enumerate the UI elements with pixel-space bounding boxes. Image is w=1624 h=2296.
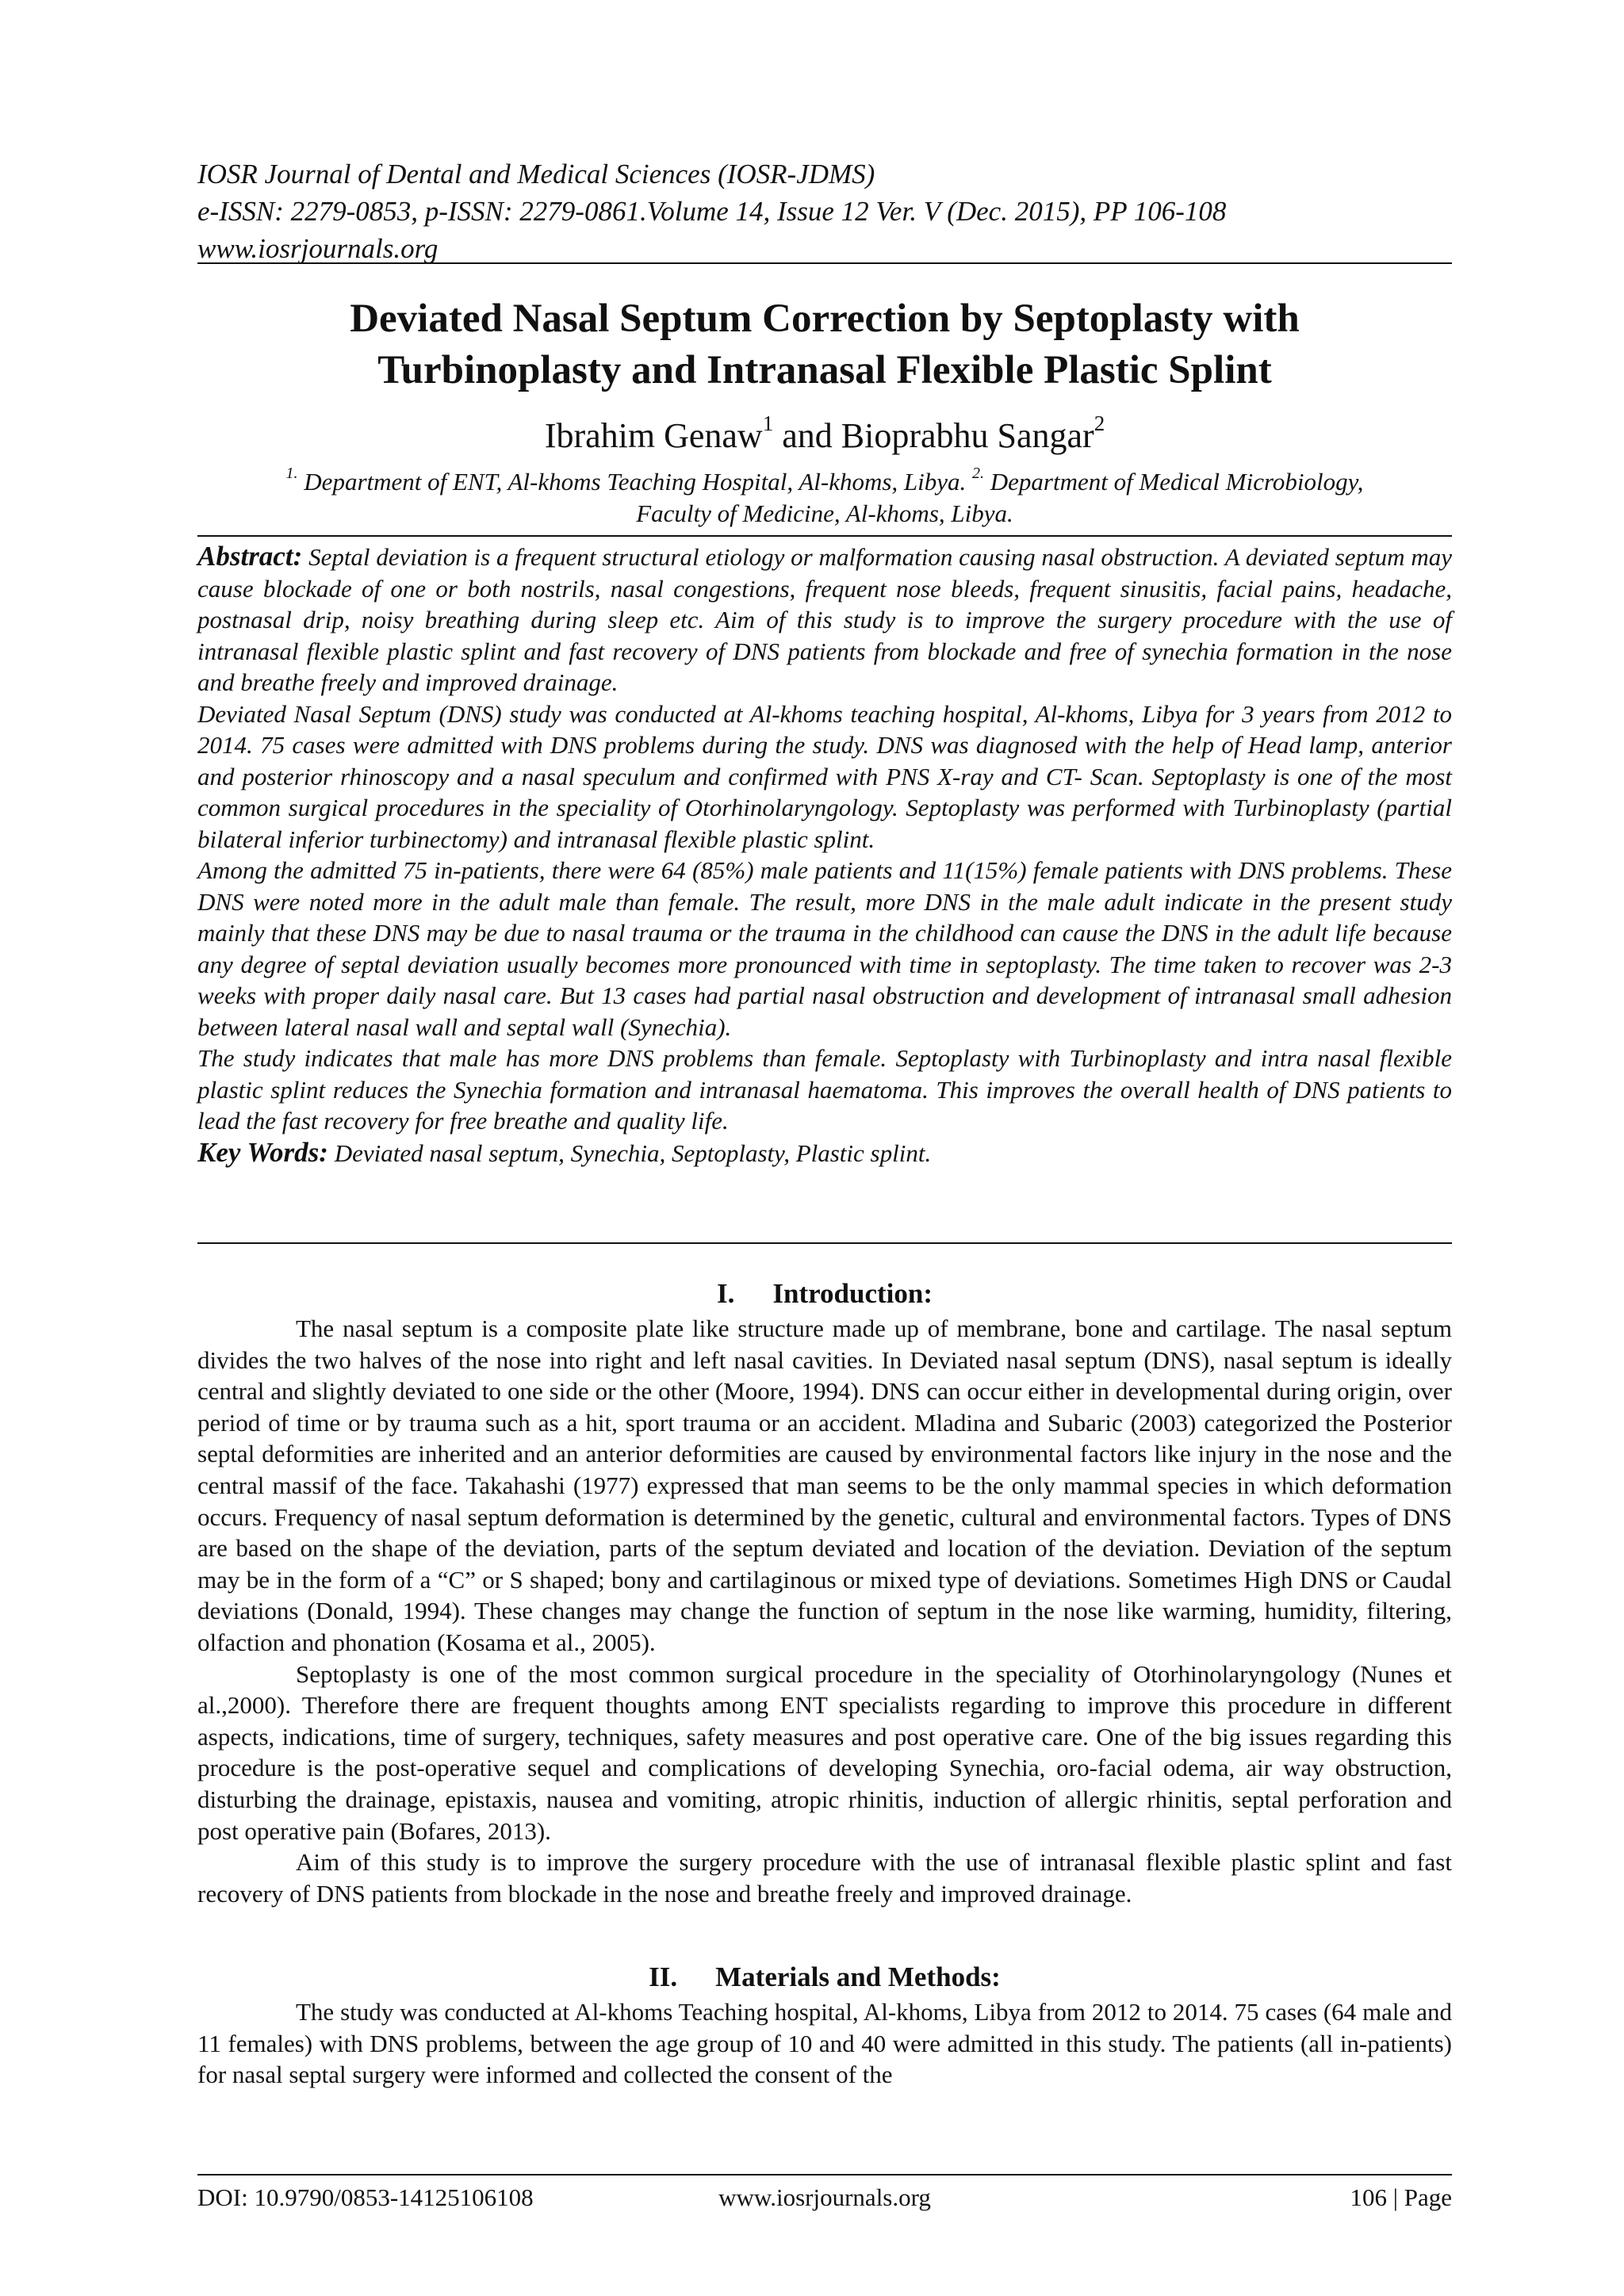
methods-body xyxy=(197,1996,1452,2091)
author-list xyxy=(197,411,1452,458)
section-heading-methods xyxy=(197,1960,1452,1995)
footer-rule xyxy=(197,2174,1452,2175)
abstract-block xyxy=(197,541,1452,1169)
affil-2-marker: 2. xyxy=(972,465,985,482)
author-2-name: Bioprabhu Sangar xyxy=(841,416,1094,455)
title-line-2: Turbinoplasty and Intranasal Flexible Plastic Splint xyxy=(377,348,1272,392)
section-heading-introduction xyxy=(197,1276,1452,1311)
affil-2-text: Department of Medical Microbiology, xyxy=(990,468,1364,496)
footer-page-number: 106 | Page xyxy=(1350,2183,1452,2211)
running-header xyxy=(197,155,1450,267)
abstract-paragraph-1 xyxy=(197,541,1452,698)
abstract-label: Abstract: xyxy=(197,541,303,572)
abstract-bottom-rule xyxy=(197,1242,1452,1244)
journal-name: IOSR Journal of Dental and Medical Sciences (IOSR-JDMS) xyxy=(197,159,875,189)
author-connector: and xyxy=(773,416,841,455)
keywords-line xyxy=(197,1137,1452,1169)
intro-paragraph-1: The nasal septum is a composite plate like structure made up of membrane, bone and cartilage. The nasal septum divides the two halves of the nose into right and left nasal cavities. In Deviated nasal septum (DNS), nasal septum is ideally central and slightly deviated to one side or the other (Moore, 1994). DNS can occur either in developmental during origin, over period of time or by trauma such as a hit, sport trauma or an accident. Mladina and Subaric (2003) categorized the Posterior septal deformities are inherited and an anterior deformities are caused by environmental factors like injury in the nose and the central massif of the face. Takahashi (1977) expressed that man seems to be the only mammal species in which deformation occurs. Frequency of nasal septum deformation is determined by the genetic, cultural and environmental factors. Types of DNS are based on the shape of the deviation, parts of the septum deviated and location of the deviation. Deviation of the septum may be in the form of a “C” or S shaped; bony and cartilaginous or mixed type of deviations. Sometimes High DNS or Caudal deviations (Donald, 1994). These changes may change the function of septum in the nose like warming, humidity, filtering, olfaction and phonation (Kosama et al., 2005). xyxy=(197,1314,1452,1656)
abstract-text-1: Septal deviation is a frequent structural etiology or malformation causing nasal obstruction. A deviated septum may cause blockade of one or both nostrils, nasal congestions, frequent nose bleeds, frequent sinusitis, facial pains, headache, postnasal drip, noisy breathing during sleep etc. Aim of this study is to improve the surgery procedure with the use of intranasal flexible plastic splint and fast recovery of DNS patients from blockade and free of synechia formation in the nose and breathe freely and improved drainage. xyxy=(197,543,1452,696)
page-footer xyxy=(197,2180,1452,2215)
author-2-affil-marker: 2 xyxy=(1094,411,1105,435)
affiliation-line-1 xyxy=(197,466,1452,498)
abstract-paragraph-2: Deviated Nasal Septum (DNS) study was conducted at Al-khoms teaching hospital, Al-khoms, Libya for 3 years from 2012 to 2014. 75 cases were admitted with DNS problems during the study. DNS was diagnosed with the help of Head lamp, anterior and posterior rhinoscopy and a nasal speculum and confirmed with PNS X-ray and CT- Scan. Septoplasty is one of the most common surgical procedures in the speciality of Otorhinolaryngology. Septoplasty was performed with Turbinoplasty (partial bilateral inferior turbinectomy) and intranasal flexible plastic splint. xyxy=(197,699,1452,853)
footer-website: www.iosrjournals.org xyxy=(718,2183,931,2211)
header-rule xyxy=(197,262,1452,264)
intro-paragraph-2: Septoplasty is one of the most common surgical procedure in the speciality of Otorhinolaryngology (Nunes et al.,2000). Therefore there are frequent thoughts among ENT specialists regarding to improve this procedure in different aspects, indications, time of surgery, techniques, safety measures and post operative care. One of the big issues regarding this procedure is the post-operative sequel and complications of developing Synechia, oro-facial odema, air way obstruction, disturbing the drainage, epistaxis, nausea and vomiting, atropic rhinitis, induction of allergic rhinitis, septal perforation and post operative pain (Bofares, 2013). xyxy=(197,1659,1452,1845)
author-1-affil-marker: 1 xyxy=(762,411,774,435)
title-line-1: Deviated Nasal Septum Correction by Septoplasty with xyxy=(350,297,1300,341)
section-number: I. xyxy=(717,1278,735,1309)
section-number: II. xyxy=(649,1961,678,1992)
introduction-body xyxy=(197,1313,1452,1909)
affiliations xyxy=(197,466,1452,530)
paper-title xyxy=(197,293,1452,396)
methods-paragraph-1: The study was conducted at Al-khoms Teaching hospital, Al-khoms, Libya from 2012 to 2014. 75 cases (64 male and 11 females) with DNS problems, between the age group of 10 and 40 were admitted in this study. The patients (all in-patients) for nasal septal surgery were informed and collected the consent of the xyxy=(197,1998,1452,2089)
affiliation-line-2: Faculty of Medicine, Al-khoms, Libya. xyxy=(636,499,1013,527)
journal-website: www.iosrjournals.org xyxy=(197,233,439,264)
section-title: Materials and Methods: xyxy=(715,1961,1001,1992)
abstract-paragraph-3: Among the admitted 75 in-patients, there were 64 (85%) male patients and 11(15%) female patients with DNS problems. These DNS were noted more in the adult male than female. The result, more DNS in the male adult indicate in the present study mainly that these DNS may be due to nasal trauma or the trauma in the childhood can cause the DNS in the adult life because any degree of septal deviation usually becomes more pronounced with time in septoplasty. The time taken to recover was 2-3 weeks with proper daily nasal care. But 13 cases had partial nasal obstruction and development of intranasal small adhesion between lateral nasal wall and septal wall (Synechia). xyxy=(197,856,1452,1041)
affil-1-text: Department of ENT, Al-khoms Teaching Hospital, Al-khoms, Libya. xyxy=(304,468,967,496)
intro-paragraph-3: Aim of this study is to improve the surgery procedure with the use of intranasal flexible plastic splint and fast recovery of DNS patients from blockade in the nose and breathe freely and improved drainage. xyxy=(197,1848,1452,1908)
abstract-top-rule xyxy=(197,535,1452,537)
affil-1-marker: 1. xyxy=(285,465,298,482)
section-title: Introduction: xyxy=(772,1278,933,1309)
keywords-text: Deviated nasal septum, Synechia, Septoplasty, Plastic splint. xyxy=(334,1138,932,1167)
footer-doi: DOI: 10.9790/0853-14125106108 xyxy=(197,2183,534,2211)
author-1-name: Ibrahim Genaw xyxy=(544,416,763,455)
issn-line: e-ISSN: 2279-0853, p-ISSN: 2279-0861.Volume 14, Issue 12 Ver. V (Dec. 2015), PP 106-108 xyxy=(197,196,1227,227)
abstract-paragraph-4: The study indicates that male has more DNS problems than female. Septoplasty with Turbinoplasty and intra nasal flexible plastic splint reduces the Synechia formation and intranasal haematoma. This improves the overall health of DNS patients to lead the fast recovery for free breathe and quality life. xyxy=(197,1044,1452,1135)
keywords-label: Key Words: xyxy=(197,1136,328,1168)
